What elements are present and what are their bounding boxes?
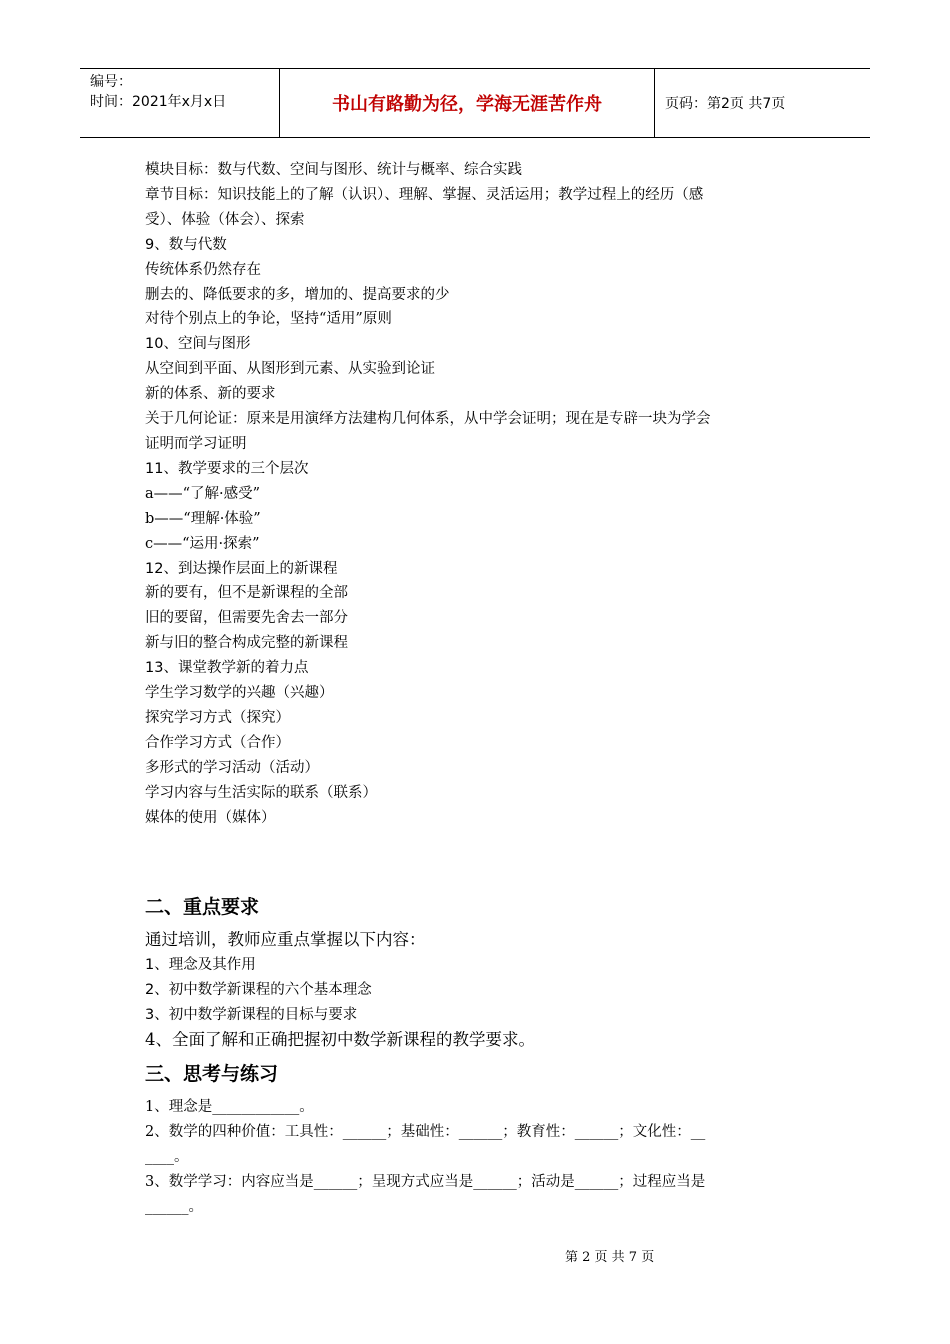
text-line: b——“理解·体验” [145,510,261,527]
time-label: 时间：2021年x月x日 [90,94,227,110]
text-line: 学生学习数学的兴趣（兴趣） [145,685,334,702]
section-title: 二、重点要求 [145,896,260,919]
text-line: 对待个别点上的争论，坚持“适用”原则 [145,311,392,328]
header-left-cell [80,69,280,137]
text-line: 删去的、降低要求的多，增加的、提高要求的少 [145,286,450,303]
header-table [80,68,870,138]
text-line: 媒体的使用（媒体） [145,809,276,826]
text-line: 合作学习方式（合作） [145,734,290,751]
text-line: 章节目标：知识技能上的了解（认识）、理解、掌握、灵活运用；教学过程上的经历（感 [145,186,704,203]
text-line: 从空间到平面、从图形到元素、从实验到论证 [145,361,435,378]
text-line: 模块目标：数与代数、空间与图形、统计与概率、综合实践 [145,162,522,178]
subheading: 11、教学要求的三个层次 [145,460,309,477]
text-line: 探究学习方式（探究） [145,709,290,726]
list-item: 1、理念及其作用 [145,957,256,974]
text-line: 新的体系、新的要求 [145,386,276,403]
text-line: 受）、体验（体会）、探索 [145,211,305,228]
text-line: 学习内容与生活实际的联系（联系） [145,784,377,801]
page-info: 页码：第2页 共7页 [665,96,786,112]
text-line: 关于几何论证：原来是用演绎方法建构几何体系，从中学会证明；现在是专辟一块为学会 [145,411,711,428]
text-line: 新与旧的整合构成完整的新课程 [145,635,348,652]
subheading: 9、数与代数 [145,236,227,253]
text-line: c——“运用·探索” [145,535,260,552]
document-body [145,158,805,1220]
question-continued: ______。 [145,1198,203,1215]
subheading: 13、课堂教学新的着力点 [145,660,309,677]
question-continued: ____。 [145,1148,189,1165]
page-footer: 第 2 页 共 7 页 [565,1250,655,1265]
text-line: 传统体系仍然存在 [145,261,261,278]
motto: 书山有路勤为径，学海无涯苦作舟 [280,69,655,137]
text-line: 旧的要留，但需要先舍去一部分 [145,610,348,627]
list-item: 4、全面了解和正确把握初中数学新课程的教学要求。 [145,1030,535,1050]
question: 1、理念是____________。 [145,1099,314,1115]
section-title: 三、思考与练习 [145,1063,279,1085]
section-intro: 通过培训，教师应重点掌握以下内容： [145,930,426,950]
list-item: 2、初中数学新课程的六个基本理念 [145,982,372,999]
list-item: 3、初中数学新课程的目标与要求 [145,1007,358,1024]
text-line: 多形式的学习活动（活动） [145,759,319,776]
text-line: a——“了解·感受” [145,485,261,502]
question: 2、数学的四种价值：工具性：______；基础性：______；教育性：______；文化性：__ [145,1123,706,1140]
subheading: 12、到达操作层面上的新课程 [145,560,338,577]
number-label: 编号： [90,74,132,90]
question: 3、数学学习：内容应当是______；呈现方式应当是______；活动是______；过程应当是 [145,1173,706,1190]
text-line: 新的要有，但不是新课程的全部 [145,585,348,602]
text-line: 证明而学习证明 [145,435,247,452]
subheading: 10、空间与图形 [145,336,251,353]
